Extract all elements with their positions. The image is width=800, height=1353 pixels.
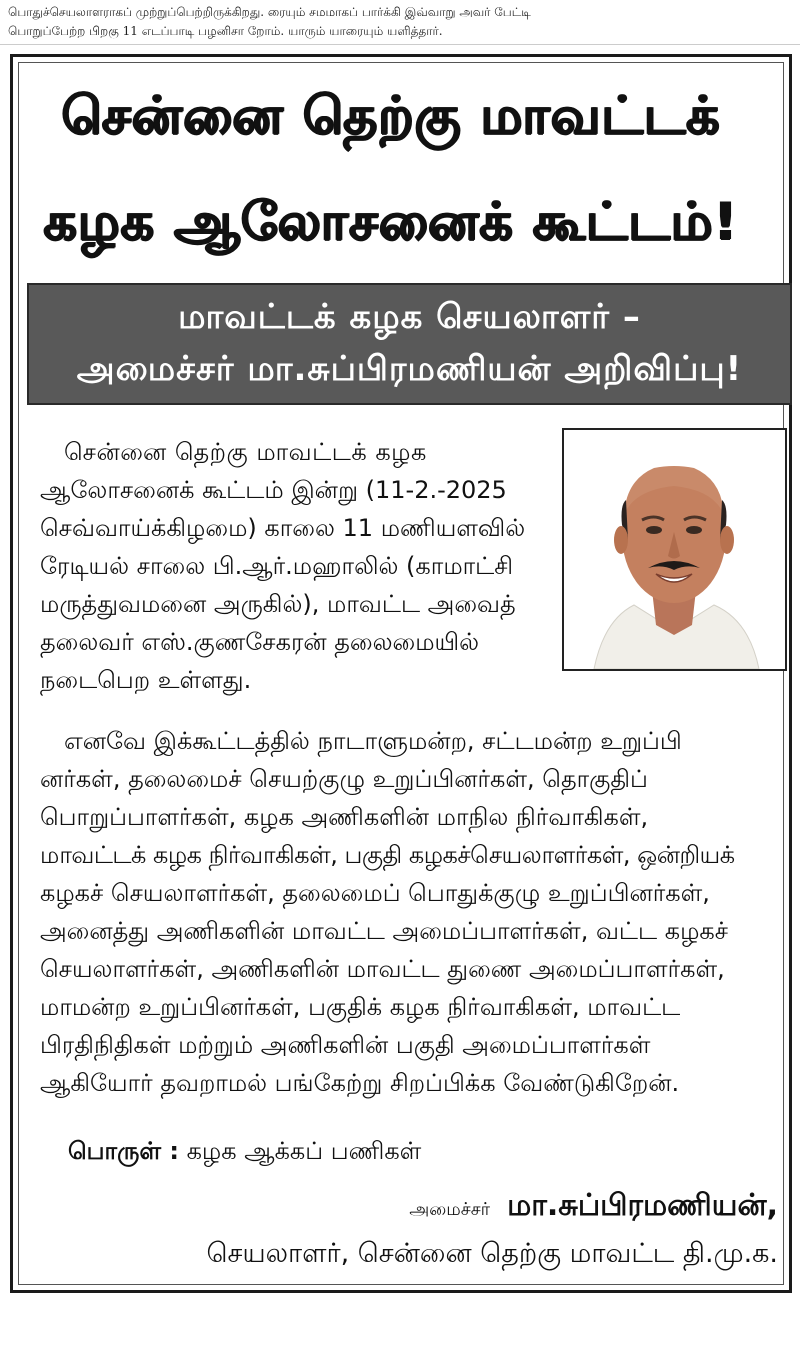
headline-line-1: சென்னை தெற்கு மாவட்டக் — [61, 86, 721, 146]
para1-line: ரேடியல் சாலை பி.ஆர்.மஹாலில் (காமாட்சி — [40, 552, 514, 580]
subject-line — [68, 1137, 421, 1168]
para2-line: செயலாளர்கள், அணிகளின் மாவட்ட துணை அமைப்பாளர்கள், — [40, 955, 725, 983]
signature-name: மா.சுப்பிரமணியன், — [507, 1188, 778, 1223]
subject-value: கழக ஆக்கப் பணிகள் — [186, 1137, 422, 1165]
strip-line-1: பொதுச்செயலாளராகப் முற்றுப்பெற்றிருக்கிறது. ரையும் சமமாகப் பார்க்கி இவ்வாறு அவர் பேட்டி — [8, 5, 531, 19]
para2-line: கழகச் செயலாளர்கள், தலைமைப் பொதுக்குழு உறுப்பினர்கள், — [40, 879, 710, 907]
subject-label: பொருள் : — [68, 1137, 179, 1165]
subheadline-box — [27, 283, 792, 405]
portrait-illustration — [564, 430, 785, 669]
signature-title: அமைச்சர் — [409, 1199, 491, 1220]
subheadline-line-1: மாவட்டக் கழக செயலாளர் – — [178, 297, 641, 337]
portrait-photo — [562, 428, 787, 671]
strip-line-2: பொறுப்பேற்ற பிறகு 11 எடப்பாடி பழனிசா றோம். யாரும் யாரையும் யளித்தார். — [8, 24, 443, 38]
para2-line: மாவட்டக் கழக நிர்வாகிகள், பகுதி கழகச்செயலாளர்கள், ஒன்றியக் — [40, 841, 735, 869]
para2-line: அனைத்து அணிகளின் மாவட்ட அமைப்பாளர்கள், வட்ட கழகச் — [40, 917, 729, 945]
para1-line: செவ்வாய்க்கிழமை) காலை 11 மணியளவில் — [40, 514, 526, 542]
signature-designation: செயலாளர், சென்னை தெற்கு மாவட்ட தி.மு.க. — [206, 1238, 778, 1269]
para2-line: பொறுப்பாளர்கள், கழக அணிகளின் மாநில நிர்வாகிகள், — [40, 803, 649, 831]
para2-line: ஆகியோர் தவறாமல் பங்கேற்று சிறப்பிக்க வேண்டுகிறேன். — [40, 1069, 680, 1097]
para1-line: மருத்துவமனை அருகில்), மாவட்ட அவைத் — [40, 590, 516, 618]
para1-line: நடைபெற உள்ளது. — [40, 666, 252, 694]
para1-line: தலைவர் எஸ்.குணசேகரன் தலைமையில் — [40, 628, 480, 656]
para1-line: ஆலோசனைக் கூட்டம் இன்று (11-2.-2025 — [40, 476, 507, 504]
previous-article-strip — [0, 0, 800, 45]
para2-line: பிரதிநிதிகள் மற்றும் அணிகளின் பகுதி அமைப்பாளர்கள் — [40, 1031, 651, 1059]
signature-name-line — [409, 1188, 778, 1227]
para2-line: மாமன்ற உறுப்பினர்கள், பகுதிக் கழக நிர்வாகிகள், மாவட்ட — [40, 993, 681, 1021]
para2-line: எனவே இக்கூட்டத்தில் நாடாளுமன்ற, சட்டமன்ற உறுப்பி — [64, 727, 682, 755]
para1-line: சென்னை தெற்கு மாவட்டக் கழக — [64, 438, 427, 466]
subheadline-line-2: அமைச்சர் மா.சுப்பிரமணியன் அறிவிப்பு! — [76, 349, 743, 389]
headline-line-2: கழக ஆலோசனைக் கூட்டம்! — [43, 192, 739, 252]
para2-line: னர்கள், தலைமைச் செயற்குழு உறுப்பினர்கள், தொகுதிப் — [40, 765, 648, 793]
